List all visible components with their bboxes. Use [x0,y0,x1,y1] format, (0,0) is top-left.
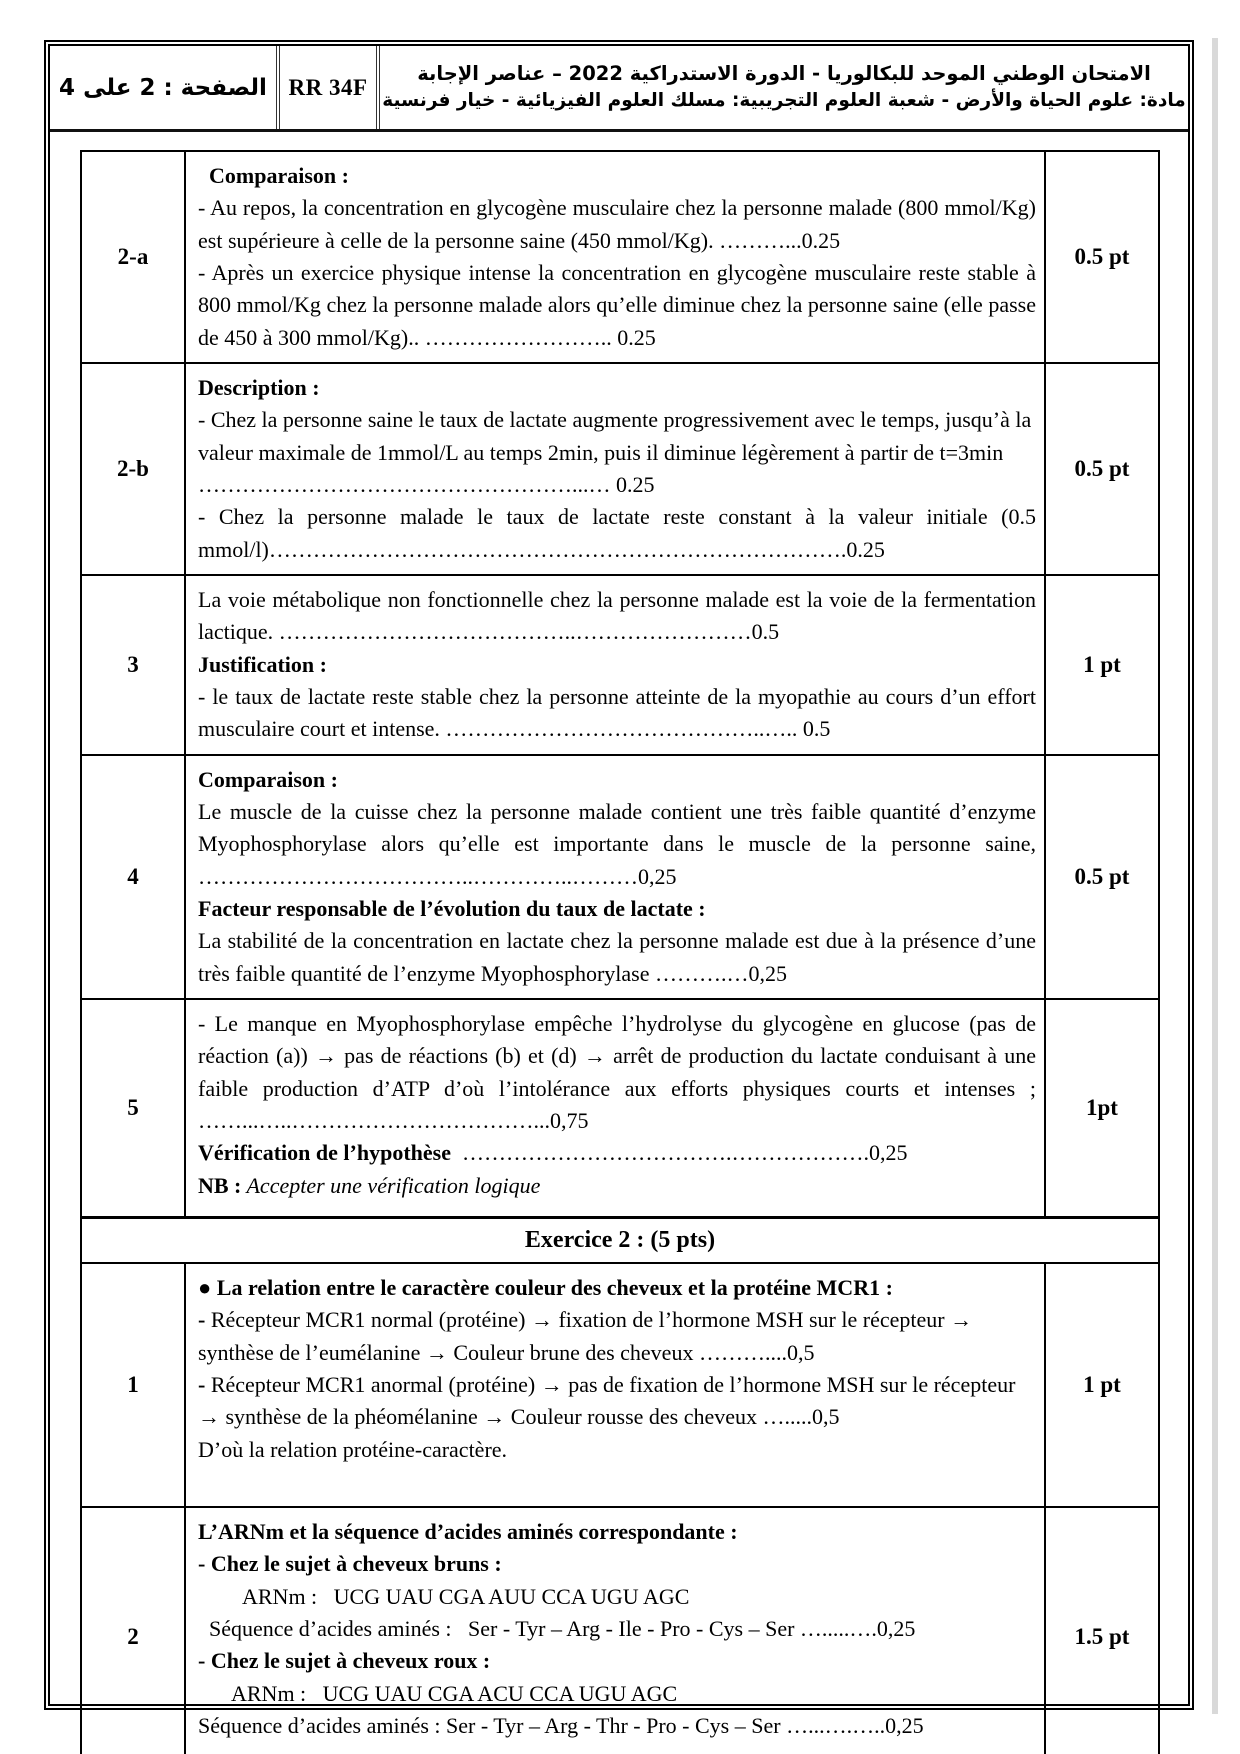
question-number-cell: 2-a [82,152,186,362]
answer-text-segment: La stabilité de la concentration en lactate chez la personne malade est due à la présence d’une très faible quantité de l’enzyme Myophosphorylase ……….…0,25 [198,928,1042,986]
answer-paragraph [198,1170,1036,1202]
answer-text-cell [186,152,1044,362]
points-cell: 0.5 pt [1044,756,1158,998]
answer-text-segment: NB : [198,1172,242,1198]
answer-text-segment: Comparaison : [198,163,349,188]
exam-header [50,46,1188,132]
answer-text-segment: Vérification de l’hypothèse [198,1140,451,1166]
answer-text-segment: ARNm : UCG UAU CGA ACU CCA UGU AGC [198,1680,678,1706]
answer-text-segment: Accepter une vérification logique [241,1172,541,1198]
exercise-section-header [82,1218,1158,1264]
answer-paragraph [198,584,1042,649]
answer-text-cell [186,1508,1044,1754]
answer-paragraph [198,1613,1036,1645]
answer-paragraph [198,1581,1036,1613]
answer-paragraph [198,1710,1036,1742]
points-cell: 1pt [1044,1000,1158,1216]
answer-row [82,756,1158,1000]
points-cell: 0.5 pt [1044,152,1158,362]
question-number-cell: 2-b [82,364,186,574]
points-cell: 1 pt [1044,576,1158,754]
question-number-cell: 5 [82,1000,186,1216]
answer-paragraph [198,764,1036,796]
answer-paragraph [198,1516,1036,1548]
points-cell: 1.5 pt [1044,1508,1158,1754]
answer-text-segment: - Après un exercice physique intense la concentration en glycogène musculaire reste stable à 800 mmol/Kg chez la personne malade alors qu’elle diminue chez la personne saine (elle passe de 450 à 300 mmol/Kg).. …………………….. 0.25 [198,259,1042,350]
answer-row [82,576,1158,756]
exam-code-label: RR 34F [288,74,368,100]
answer-paragraph [198,1304,1036,1369]
answer-row [82,1508,1158,1754]
answer-text-segment: - Chez le sujet à cheveux roux : [198,1648,491,1674]
answer-text-segment: - [198,1371,211,1397]
page-number-label: الصفحة : 2 على 4 [59,74,267,101]
answer-paragraph [198,649,1036,681]
answer-text-cell [186,1264,1044,1506]
answer-row [82,1264,1158,1508]
answer-text-cell [186,1000,1044,1216]
question-number-cell: 1 [82,1264,186,1506]
answer-text-segment: D’où la relation protéine-caractère. [198,1436,508,1462]
answer-text-cell [186,576,1044,754]
exam-title-cell [380,46,1188,129]
answer-table-wrap [80,150,1160,1754]
answer-paragraph [198,1678,1036,1710]
answer-text-cell [186,756,1044,998]
answer-paragraph [198,372,1036,404]
answer-text-segment: Description : [198,374,320,400]
answer-text-segment: ARNm : UCG UAU CGA AUU CCA UGU AGC [198,1583,690,1609]
answer-paragraph [198,1008,1042,1137]
exam-title-line2: مادة: علوم الحياة والأرض - شعبة العلوم التجريبية: مسلك العلوم الفيزيائية - خيار فرنسية [382,90,1186,112]
answer-paragraph [198,1272,1036,1304]
scan-edge-artifact [1212,38,1218,1714]
answer-paragraph [198,1137,1036,1169]
answer-paragraph [198,192,1042,257]
answer-text-cell [186,364,1044,574]
answer-text-segment: ● La relation entre le caractère couleur des cheveux et la protéine MCR1 : [198,1274,893,1300]
answer-paragraph [198,1548,1036,1580]
answer-paragraph [198,404,1036,501]
answer-text-segment: Récepteur MCR1 anormal (protéine) → pas de fixation de l’hormone MSH sur le récepteur → synthèse de la phéomélanine → Couleur rousse des cheveux ….....0,5 [198,1371,1021,1430]
answer-text-segment: - Chez la personne saine le taux de lactate augmente progressivement avec le temps, jusqu’à la valeur maximale de 1mmol/L au temps 2min, puis il diminue légèrement à partir de t=3min ……………………………………………...… 0.25 [198,407,1037,497]
answer-paragraph [198,1645,1036,1677]
answer-text-segment: Justification : [198,651,327,677]
page-number-cell [50,46,276,129]
answer-text-segment: - [198,1307,211,1333]
answer-paragraph [198,257,1042,354]
answers-table [80,150,1160,1754]
exam-code-cell [276,46,380,129]
answer-text-segment: L’ARNm et la séquence d’acides aminés correspondante : [198,1518,738,1544]
answer-text-segment: Facteur responsable de l’évolution du taux de lactate : [198,895,706,921]
answer-paragraph [198,501,1042,566]
answer-paragraph [198,160,1036,192]
answer-row [82,364,1158,576]
answer-paragraph [198,893,1036,925]
answer-paragraph [198,925,1042,990]
answer-paragraph [198,1369,1036,1434]
answer-row [82,152,1158,364]
page-border [44,40,1194,1738]
answer-text-segment: Séquence d’acides aminés : Ser - Tyr – Arg - Ile - Pro - Cys – Ser ….....….0,25 [198,1615,916,1641]
answer-text-segment: - Chez la personne malade le taux de lactate reste constant à la valeur initiale (0.5 mmol/l)…………………………………………………………………….0.25 [198,504,1042,562]
answer-text-segment: ……………………………….……………….0,25 [450,1140,908,1166]
answer-text-segment: - Au repos, la concentration en glycogène musculaire chez la personne malade (800 mmol/Kg) est supérieure à celle de la personne saine (450 mmol/Kg). ………...0.25 [198,195,1042,253]
answer-text-segment: Comparaison : [198,766,338,792]
answer-row [82,1000,1158,1218]
answer-text-segment: Le muscle de la cuisse chez la personne malade contient une très faible quantité d’enzyme Myophosphorylase alors qu’elle est importante dans le muscle de la personne saine, ………………………………..…………..………0,25 [198,798,1042,889]
answer-paragraph [198,681,1042,746]
answer-text-segment: Séquence d’acides aminés : Ser - Tyr – Arg - Thr - Pro - Cys – Ser …...….…..0,25 [198,1712,924,1738]
question-number-cell: 4 [82,756,186,998]
answer-text-segment: - Le manque en Myophosphorylase empêche l’hydrolyse du glycogène en glucose (pas de réaction (a)) → pas de réactions (b) et (d) → arrêt de production du lactate conduisant à une faible production d’ATP d’où l’intolérance aux efforts physiques courts et intenses ; ……...…..……………………………...0,75 [198,1010,1042,1133]
answer-paragraph [198,1434,1036,1466]
exam-title-line1: الامتحان الوطني الموحد للبكالوريا - الدورة الاستدراكية 2022 – عناصر الإجابة [417,61,1151,85]
points-cell: 1 pt [1044,1264,1158,1506]
answer-paragraph [198,796,1042,893]
answer-text-segment: La voie métabolique non fonctionnelle chez la personne malade est la voie de la fermentation lactique. …………………………………..……………………0.5 [198,586,1042,645]
points-cell: 0.5 pt [1044,364,1158,574]
exercise-section-label: Exercice 2 : (5 pts) [524,1226,716,1253]
answer-text-segment: - Chez le sujet à cheveux bruns : [198,1551,502,1577]
answer-text-segment: - le taux de lactate reste stable chez la personne atteinte de la myopathie au cours d’un effort musculaire court et intense. ……………………………………..….. 0.5 [198,683,1042,742]
question-number-cell: 2 [82,1508,186,1754]
question-number-cell: 3 [82,576,186,754]
answer-text-segment: Récepteur MCR1 normal (protéine) → fixation de l’hormone MSH sur le récepteur → synthèse de l’eumélanine → Couleur brune des cheveux ………....0,5 [198,1307,978,1365]
